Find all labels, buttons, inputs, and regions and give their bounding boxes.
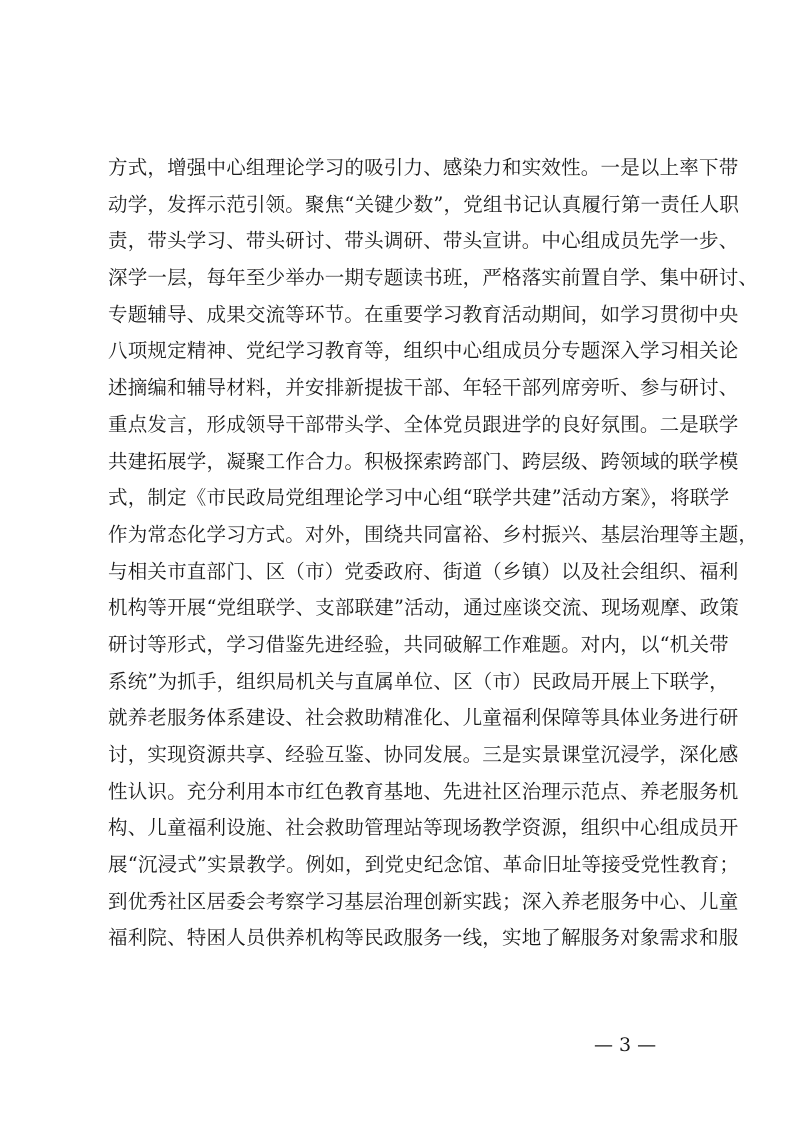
text-line: 机构等开展“党组联学、支部联建”活动，通过座谈交流、现场观摩、政策: [108, 596, 740, 620]
text-line: 专题辅导、成果交流等环节。在重要学习教育活动期间，如学习贯彻中央: [108, 302, 739, 326]
text-line: 述摘编和辅导材料，并安排新提拔干部、年轻干部列席旁听、参与研讨、: [108, 376, 739, 400]
text-line: 方式，增强中心组理论学习的吸引力、感染力和实效性。一是以上率下带: [108, 156, 739, 179]
text-line: 讨，实现资源共享、经验互鉴、协同发展。三是实景课堂沉浸学，深化感: [108, 743, 739, 766]
text-line: 式，制定《市民政局党组理论学习中心组“联学共建”活动方案》，将联学: [108, 486, 730, 510]
text-line: 性认识。充分利用本市红色教育基地、先进社区治理示范点、养老服务机: [108, 779, 739, 803]
text-line: 重点发言，形成领导干部带头学、全体党员跟进学的良好氛围。二是联学: [108, 412, 739, 436]
page-number: — 3 —: [594, 1034, 657, 1056]
text-line: 动学，发挥示范引领。聚焦“关键少数”，党组书记认真履行第一责任人职: [108, 192, 740, 216]
text-line: 共建拓展学，凝聚工作合力。积极探索跨部门、跨层级、跨领域的联学模: [108, 449, 739, 473]
text-line: 展“沉浸式”实景教学。例如，到党史纪念馆、革命旧址等接受党性教育；: [108, 853, 740, 877]
body-text: [108, 150, 759, 957]
text-line: 作为常态化学习方式。对外，围绕共同富裕、乡村振兴、基层治理等主题，: [108, 522, 759, 546]
text-line: 八项规定精神、党纪学习教育等，组织中心组成员分专题深入学习相关论: [108, 339, 739, 363]
text-line: 到优秀社区居委会考察学习基层治理创新实践；深入养老服务中心、儿童: [108, 889, 739, 913]
text-line: 福利院、特困人员供养机构等民政服务一线，实地了解服务对象需求和服: [108, 926, 739, 950]
text-line: 与相关市直部门、区（市）党委政府、街道（乡镇）以及社会组织、福利: [108, 559, 739, 583]
text-line: 深学一层，每年至少举办一期专题读书班，严格落实前置自学、集中研讨、: [108, 266, 759, 290]
text-line: 就养老服务体系建设、社会救助精准化、儿童福利保障等具体业务进行研: [108, 706, 739, 730]
text-line: 构、儿童福利设施、社会救助管理站等现场教学资源，组织中心组成员开: [108, 816, 739, 840]
text-line: 研讨等形式，学习借鉴先进经验，共同破解工作难题。对内，以“机关带: [108, 632, 729, 656]
text-line: 系统”为抓手，组织局机关与直属单位、区（市）民政局开展上下联学，: [108, 669, 729, 693]
text-line: 责，带头学习、带头研讨、带头调研、带头宣讲。中心组成员先学一步、: [108, 229, 739, 253]
